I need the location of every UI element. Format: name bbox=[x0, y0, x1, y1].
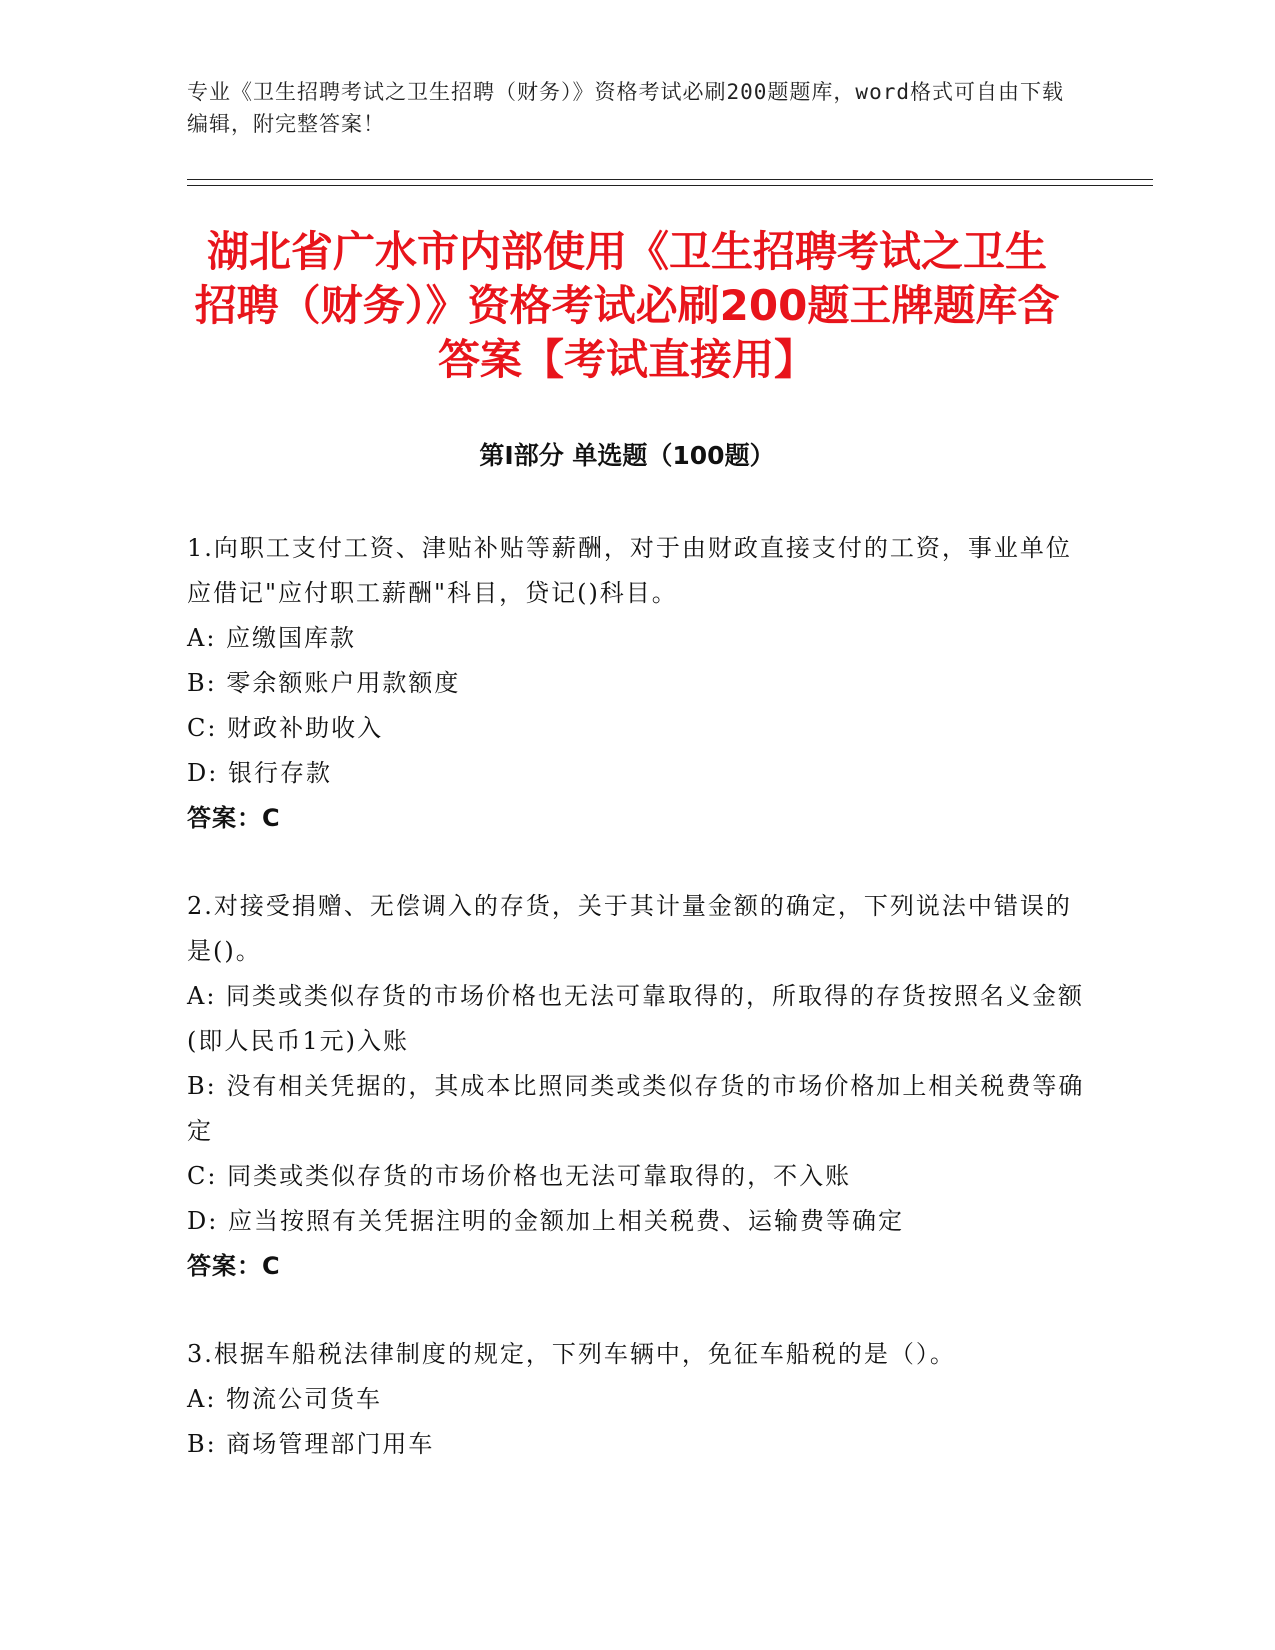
option-c: C: 财政补助收入 bbox=[187, 714, 384, 742]
option-a: A: 应缴国库款 bbox=[187, 624, 357, 652]
question-1 bbox=[187, 526, 1087, 841]
option-d: D: 银行存款 bbox=[187, 759, 332, 787]
option-b: B: 没有相关凭据的，其成本比照同类或类似存货的市场价格加上相关税费等确定 bbox=[187, 1072, 1085, 1145]
header-divider-top bbox=[187, 179, 1153, 180]
answer: 答案：C bbox=[187, 1252, 281, 1280]
option-a: A: 同类或类似存货的市场价格也无法可靠取得的，所取得的存货按照名义金额(即人民币1元)入账 bbox=[187, 982, 1085, 1055]
header-divider-bottom bbox=[187, 185, 1153, 186]
option-b: B: 零余额账户用款额度 bbox=[187, 669, 461, 697]
question-list bbox=[187, 526, 1087, 1510]
question-3 bbox=[187, 1332, 1087, 1467]
question-2 bbox=[187, 884, 1087, 1289]
question-text: 3.根据车船税法律制度的规定，下列车辆中，免征车船税的是（）。 bbox=[187, 1340, 956, 1368]
option-b: B: 商场管理部门用车 bbox=[187, 1430, 435, 1458]
option-c: C: 同类或类似存货的市场价格也无法可靠取得的，不入账 bbox=[187, 1162, 852, 1190]
header-note: 专业《卫生招聘考试之卫生招聘（财务）》资格考试必刷200题题库，word格式可自由下载编辑，附完整答案！ bbox=[187, 80, 1064, 136]
option-a: A: 物流公司货车 bbox=[187, 1385, 383, 1413]
option-d: D: 应当按照有关凭据注明的金额加上相关税费、运输费等确定 bbox=[187, 1207, 904, 1235]
answer: 答案：C bbox=[187, 804, 281, 832]
question-text: 2.对接受捐赠、无偿调入的存货，关于其计量金额的确定，下列说法中错误的是()。 bbox=[187, 892, 1072, 965]
question-text: 1.向职工支付工资、津贴补贴等薪酬，对于由财政直接支付的工资，事业单位应借记"应付职工薪酬"科目，贷记()科目。 bbox=[187, 534, 1072, 607]
document-title: 湖北省广水市内部使用《卫生招聘考试之卫生招聘（财务）》资格考试必刷200题王牌题库含答案【考试直接用】 bbox=[194, 227, 1060, 384]
section-title: 第I部分 单选题（100题） bbox=[479, 441, 775, 470]
